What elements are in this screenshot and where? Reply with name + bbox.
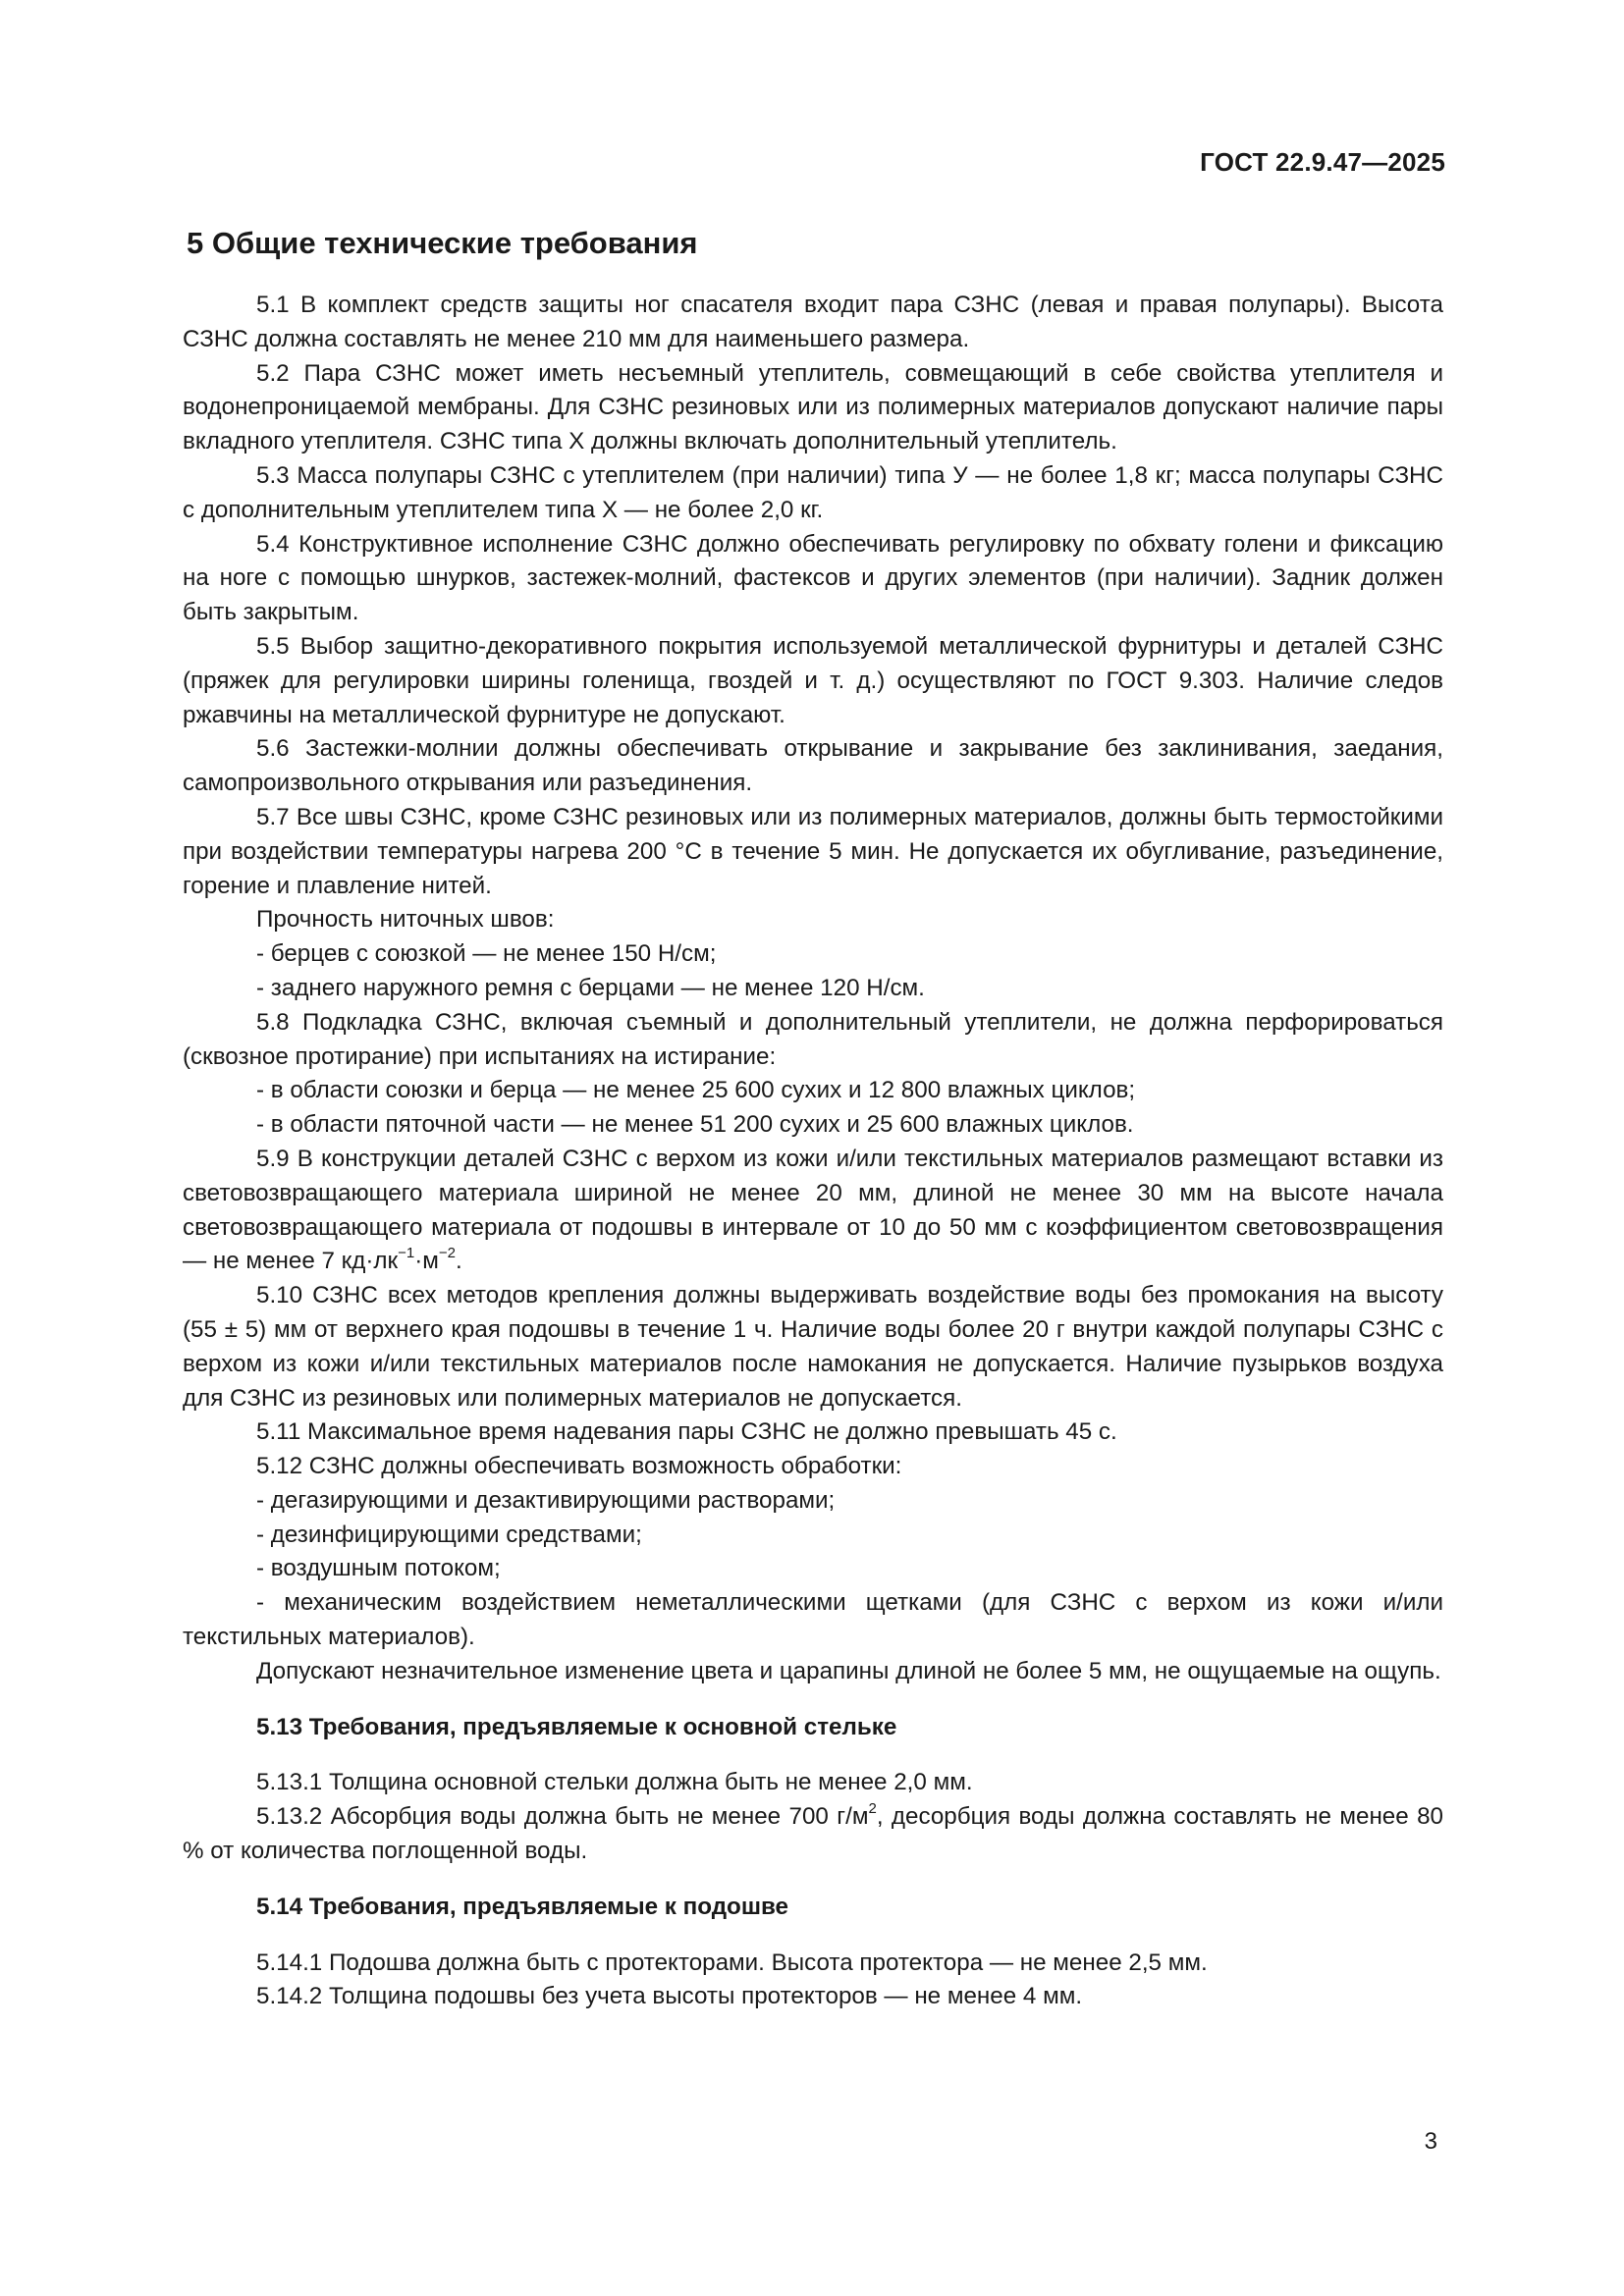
paragraph-5-10: 5.10 СЗНС всех методов крепления должны выдерживать воздействие воды без промокания на высоту (55 ± 5) мм от верхнего края подошвы в течение 1 ч. Наличие воды более 20 г внутри каждой полупары СЗНС с верхом из кожи и/или текстильных материалов после намокания не допускается. Наличие пузырьков воздуха для СЗНС из резиновых или полимерных материалов не допускается.: [183, 1282, 1443, 1412]
paragraph-5-13-2: [183, 1800, 1443, 1869]
unit-text: ·м: [414, 1248, 439, 1275]
document-header-id: ГОСТ 22.9.47—2025: [1200, 147, 1445, 177]
paragraph-5-7: 5.7 Все швы СЗНС, кроме СЗНС резиновых или из полимерных материалов, должны быть термостойкими при воздействии температуры нагрева 200 °С в течение 5 мин. Не допускается их обугливание, разъединение, горение и плавление нитей.: [183, 803, 1443, 899]
paragraph-5-12: 5.12 СЗНС должны обеспечивать возможность обработки:: [256, 1453, 902, 1480]
page-number: 3: [1424, 2128, 1437, 2155]
superscript: 2: [868, 1800, 877, 1818]
superscript: −1: [398, 1245, 415, 1262]
paragraph-5-9-text: 5.9 В конструкции деталей СЗНС с верхом из кожи и/или текстильных материалов размещают вставки из световозвращающего материала шириной не менее 20 мм, длиной не менее 30 мм на высоте начала световозвращающего материала от подошвы в интервале от 10 до 50 мм с коэффициентом световозвращения — не менее 7 кд·лк: [183, 1145, 1443, 1275]
paragraph-5-7-strength: Прочность ниточных швов:: [256, 906, 555, 934]
paragraph-5-5: 5.5 Выбор защитно-декоративного покрытия используемой металлической фурнитуры и деталей СЗНС (пряжек для регулировки ширины голенища, гвоздей и т. д.) осуществляют по ГОСТ 9.303. Наличие следов ржавчины на металлической фурнитуре не допускают.: [183, 632, 1443, 728]
paragraph-5-14-1: 5.14.1 Подошва должна быть с протекторами. Высота протектора — не менее 2,5 мм.: [256, 1949, 1208, 1976]
paragraph-5-4: 5.4 Конструктивное исполнение СЗНС должно обеспечивать регулировку по обхвату голени и фиксацию на ноге с помощью шнурков, застежек-молний, фастексов и других элементов (при наличии). Задник должен быть закрытым.: [183, 530, 1443, 626]
subsection-title-5-14: 5.14 Требования, предъявляемые к подошве: [256, 1893, 788, 1920]
subsection-title-5-13: 5.13 Требования, предъявляемые к основной стельке: [256, 1713, 897, 1740]
paragraph-5-12-note: Допускают незначительное изменение цвета и царапины длиной не более 5 мм, не ощущаемые на ощупь.: [256, 1657, 1441, 1684]
list-item: - дегазирующими и дезактивирующими растворами;: [256, 1486, 836, 1514]
document-body: [183, 224, 1443, 2014]
list-item: - в области пяточной части — не менее 51 200 сухих и 25 600 влажных циклов.: [256, 1111, 1134, 1139]
paragraph-5-14-2: 5.14.2 Толщина подошвы без учета высоты протекторов — не менее 4 мм.: [256, 1983, 1083, 2010]
paragraph-5-1: 5.1 В комплект средств защиты ног спасателя входит пара СЗНС (левая и правая полупары). Высота СЗНС должна составлять не менее 210 мм для наименьшего размера.: [183, 292, 1443, 352]
list-item: - воздушным потоком;: [256, 1555, 501, 1582]
paragraph-5-13-2-end: , десорбция воды должна составлять не менее 80 % от количества поглощенной воды.: [183, 1803, 1444, 1865]
paragraph-5-13-2-text: 5.13.2 Абсорбция воды должна быть не менее 700 г/м: [256, 1803, 869, 1831]
list-item: - берцев с союзкой — не менее 150 Н/см;: [256, 940, 717, 968]
period: .: [456, 1248, 462, 1275]
list-item: - в области союзки и берца — не менее 25 600 сухих и 12 800 влажных циклов;: [256, 1077, 1136, 1104]
paragraph-5-13-1: 5.13.1 Толщина основной стельки должна быть не менее 2,0 мм.: [256, 1769, 973, 1796]
paragraph-5-9: [183, 1143, 1443, 1279]
list-item: - заднего наружного ремня с берцами — не менее 120 Н/см.: [256, 974, 925, 1001]
list-item: - механическим воздействием неметаллическими щетками (для СЗНС с верхом из кожи и/или текстильных материалов).: [183, 1589, 1443, 1651]
paragraph-5-2: 5.2 Пара СЗНС может иметь несъемный утеплитель, совмещающий в себе свойства утеплителя и водонепроницаемой мембраны. Для СЗНС резиновых или из полимерных материалов допускают наличие пары вкладного утеплителя. СЗНС типа Х должны включать дополнительный утеплитель.: [183, 359, 1443, 455]
paragraph-5-3: 5.3 Масса полупары СЗНС с утеплителем (при наличии) типа У — не более 1,8 кг; масса полупары СЗНС с дополнительным утеплителем типа Х — не более 2,0 кг.: [183, 461, 1443, 523]
paragraph-5-6: 5.6 Застежки-молнии должны обеспечивать открывание и закрывание без заклинивания, заедания, самопроизвольного открывания или разъединения.: [183, 735, 1443, 797]
paragraph-5-8: 5.8 Подкладка СЗНС, включая съемный и дополнительный утеплители, не должна перфорироваться (сквозное протирание) при испытаниях на истирание:: [183, 1008, 1443, 1070]
list-item: - дезинфицирующими средствами;: [256, 1521, 642, 1548]
section-title: 5 Общие технические требования: [187, 226, 698, 260]
paragraph-5-11: 5.11 Максимальное время надевания пары СЗНС не должно превышать 45 с.: [256, 1418, 1117, 1446]
superscript: −2: [438, 1245, 457, 1262]
